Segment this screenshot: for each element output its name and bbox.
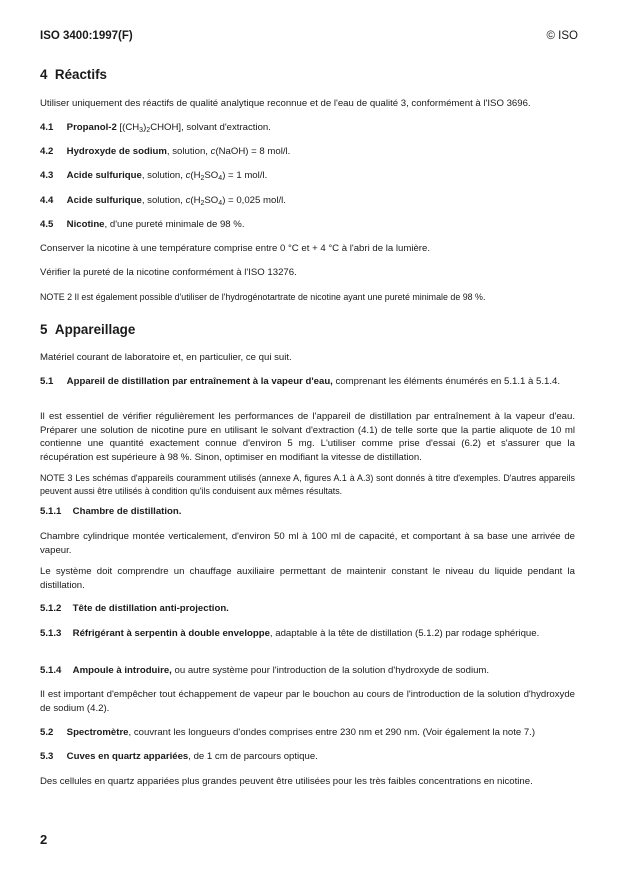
- storage-paragraph: Conserver la nicotine à une température comprise entre 0 °C et + 4 °C à l'abri de la lumière.: [40, 243, 430, 254]
- formula-part: CHOH],: [150, 122, 184, 133]
- formula-part: (H: [190, 170, 201, 181]
- formula-part: [(CH: [119, 122, 140, 133]
- item-5-3-text: Des cellules en quartz appariées plus grandes peuvent être utilisées pour les très faibles concentrations en nicotine.: [40, 776, 533, 787]
- item-name: Appareil de distillation par entraînement à la vapeur d'eau,: [66, 376, 333, 387]
- item-name: Hydroxyde de sodium: [66, 146, 167, 157]
- section-title: Réactifs: [54, 67, 108, 82]
- subscript: 2: [146, 127, 151, 134]
- note-3: NOTE 3 Les schémas d'appareils couramment utilisés (annexe A, figures A.1 à A.3) sont donnés à titre d'exemples. D'autres appareils peuvent aussi être utilisés à condition qu'ils conduisent aux mêmes résultats.: [40, 473, 575, 496]
- item-text: , de 1 cm de parcours optique.: [188, 751, 318, 762]
- section-number: 5: [40, 322, 48, 337]
- item-name: Réfrigérant à serpentin à double enveloppe: [72, 628, 270, 639]
- formula-part: ) = 1 mol/l.: [222, 170, 268, 181]
- formula-part: ): [143, 122, 147, 133]
- item-text: solvant d'extraction.: [183, 122, 271, 133]
- item-number: 4.2: [40, 146, 54, 157]
- item-number: 4.4: [40, 195, 54, 206]
- item-5-1-3: [40, 627, 575, 641]
- item-5-1-1: [40, 505, 575, 519]
- subscript: 4: [218, 200, 223, 207]
- item-5-1-1-text: Chambre cylindrique montée verticalement, d'environ 50 ml à 100 ml de capacité, et comportant à sa base une arrivée de vapeur.: [40, 531, 575, 556]
- item-number: 5.1.1: [40, 506, 62, 517]
- item-number: 4.1: [40, 122, 54, 133]
- item-4-4: [40, 194, 575, 208]
- formula-part: SO: [204, 195, 219, 206]
- item-text: comprenant les éléments énumérés en 5.1.1 à 5.1.4.: [332, 376, 561, 387]
- item-4-3: [40, 169, 575, 183]
- item-number: 4.5: [40, 219, 54, 230]
- item-text: , solution,: [166, 146, 211, 157]
- item-name: Ampoule à introduire,: [72, 665, 172, 676]
- item-text: (NaOH) = 8 mol/l.: [215, 146, 291, 157]
- concentration-symbol: c: [185, 195, 191, 206]
- copyright-mark: © ISO: [546, 30, 578, 42]
- subscript: 4: [218, 175, 223, 182]
- section-4-heading: [40, 67, 107, 82]
- concentration-symbol: c: [210, 146, 216, 157]
- item-5-1: [40, 375, 575, 389]
- reactifs-intro: Utiliser uniquement des réactifs de qualité analytique reconnue et de l'eau de qualité 3, conformément à l'ISO 3696.: [40, 98, 531, 109]
- section-title: Appareillage: [54, 322, 136, 337]
- item-4-2: [40, 145, 575, 159]
- item-5-1-1-text-2: Le système doit comprendre un chauffage auxiliaire permettant de maintenir constant le niveau du liquide pendant la distillation.: [40, 566, 575, 591]
- item-number: 5.1.4: [40, 665, 62, 676]
- item-name: Spectromètre: [66, 727, 129, 738]
- formula-part: ) = 0,025 mol/l.: [222, 195, 286, 206]
- item-5-1-2: [40, 602, 575, 616]
- item-4-5: [40, 218, 575, 232]
- item-text: , d'une pureté minimale de 98 %.: [104, 219, 245, 230]
- formula-part: SO: [204, 170, 219, 181]
- item-number: 4.3: [40, 170, 54, 181]
- item-5-3: [40, 750, 575, 764]
- item-5-1-text: Il est essentiel de vérifier régulièrement les performances de l'appareil de distillation par entraînement à la vapeur d'eau. Préparer une solution de nicotine pure en utilisant le solvant d'extraction (4.1) de telle sorte que la partie aliquote de 10 ml contienne une quantité exactement connue d'environ 5 mg. L'utiliser comme prise d'essai (6.2) et s'assurer que la récupération est supérieure à 98 %. Sinon, optimiser en modifiant la vitesse de distillation.: [40, 411, 575, 463]
- item-name: Nicotine: [66, 219, 105, 230]
- item-number: 5.1.3: [40, 628, 62, 639]
- section-5-heading: [40, 322, 135, 337]
- item-4-1: [40, 121, 575, 135]
- item-name: Tête de distillation anti-projection.: [72, 603, 229, 614]
- item-number: 5.1.2: [40, 603, 62, 614]
- item-name: Acide sulfurique: [66, 195, 142, 206]
- purity-paragraph: Vérifier la pureté de la nicotine conformément à l'ISO 13276.: [40, 267, 297, 278]
- item-number: 5.2: [40, 727, 54, 738]
- item-name: Chambre de distillation.: [72, 506, 182, 517]
- item-5-2: [40, 726, 575, 740]
- note-2: NOTE 2 Il est également possible d'utiliser de l'hydrogénotartrate de nicotine ayant une pureté minimale de 98 %.: [40, 292, 486, 302]
- item-text: , couvrant les longueurs d'ondes comprises entre 230 nm et 290 nm. (Voir également la note 7.): [128, 727, 536, 738]
- subscript: 3: [139, 127, 144, 134]
- item-number: 5.1: [40, 376, 54, 387]
- formula-part: (H: [190, 195, 201, 206]
- subscript: 2: [200, 175, 205, 182]
- standard-number: ISO 3400:1997(F): [40, 30, 133, 42]
- appareillage-intro: Matériel courant de laboratoire et, en particulier, ce qui suit.: [40, 352, 292, 363]
- item-name: Cuves en quartz appariées: [66, 751, 189, 762]
- item-5-1-4-text: Il est important d'empêcher tout échappement de vapeur par le bouchon au cours de l'introduction de la solution d'hydroxyde de sodium (4.2).: [40, 689, 575, 714]
- page-number: 2: [40, 832, 48, 847]
- item-5-1-4: [40, 664, 575, 678]
- item-name: Propanol-2: [66, 122, 117, 133]
- subscript: 2: [200, 200, 205, 207]
- item-text: ou autre système pour l'introduction de la solution d'hydroxyde de sodium.: [171, 665, 490, 676]
- item-name: Acide sulfurique: [66, 170, 142, 181]
- item-text: , solution,: [141, 170, 186, 181]
- item-number: 5.3: [40, 751, 54, 762]
- item-text: , solution,: [141, 195, 186, 206]
- concentration-symbol: c: [185, 170, 191, 181]
- section-number: 4: [40, 67, 48, 82]
- item-text: , adaptable à la tête de distillation (5.1.2) par rodage sphérique.: [269, 628, 540, 639]
